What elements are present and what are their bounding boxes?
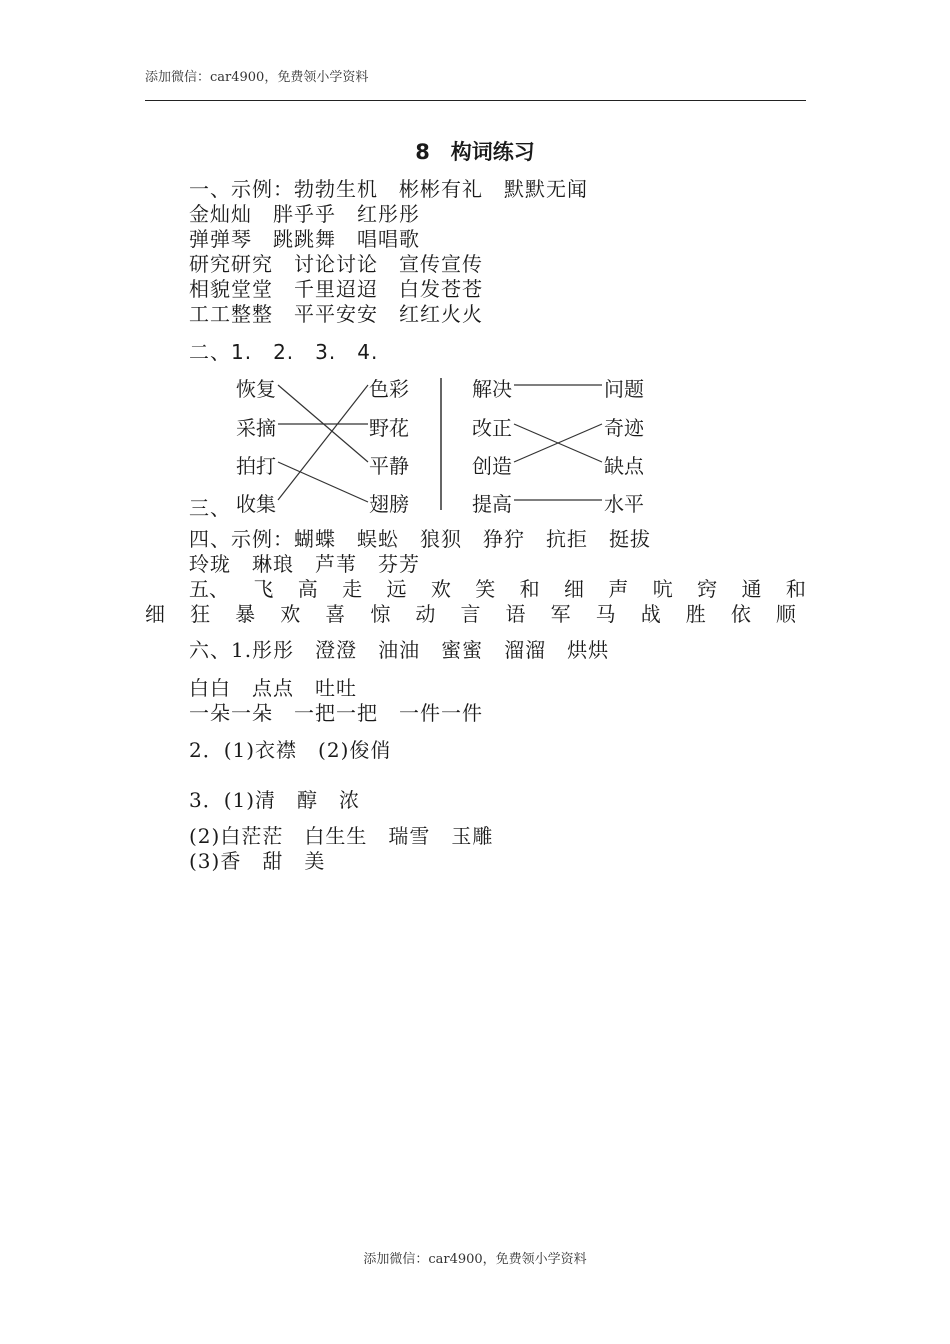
- sec5-char: 语: [505, 602, 526, 626]
- sec5-char: 狂: [190, 602, 211, 626]
- sec5-char: 马: [595, 602, 616, 626]
- sec1-line-6: 工工整整 平平安安 红红火火: [189, 302, 483, 326]
- sec6-line-1: [189, 634, 609, 663]
- link-chuangzao-qiji: [514, 424, 602, 462]
- sec5-char: 笑: [475, 577, 496, 601]
- sec5-char: 声: [608, 577, 629, 601]
- header-note: 添加微信：car4900，免费领小学资料: [145, 70, 369, 85]
- sec5-char: 和: [519, 577, 540, 601]
- sec5-char: 欢: [430, 577, 451, 601]
- sec5-char: 胜: [685, 602, 706, 626]
- sec6-line-3: 一朵一朵 一把一把 一件一件: [189, 701, 483, 725]
- link-paida-chibang: [278, 462, 368, 502]
- sec5-char: 细: [564, 577, 584, 601]
- link-gaizheng-quedian: [514, 424, 602, 462]
- sec1-line-3: 弹弹琴 跳跳舞 唱唱歌: [189, 227, 420, 251]
- sec6-line-2: 白白 点点 吐吐: [189, 676, 357, 700]
- sec6-label: 六、: [189, 638, 231, 662]
- match-right-a-3: 提高: [472, 492, 512, 516]
- sec4-line-2: 玲珑 琳琅 芦苇 芬芳: [189, 552, 420, 576]
- sec6-line-5: 3．(1)清 醇 浓: [189, 788, 361, 812]
- sec5-char: 吭: [652, 577, 673, 601]
- sec5-char: 飞: [253, 577, 274, 601]
- sec5-char: 和: [785, 577, 806, 601]
- sec2-line: [189, 336, 378, 365]
- match-left-b-1: 野花: [369, 416, 409, 440]
- sec5-char: 动: [415, 602, 436, 626]
- match-right-b-0: 问题: [604, 377, 644, 401]
- match-left-a-0: 恢复: [236, 377, 276, 401]
- sec2-numbers: 1. 2. 3. 4.: [231, 340, 379, 364]
- sec5-char: 走: [342, 577, 363, 601]
- sec5-row-2: [145, 598, 796, 627]
- match-left-a-2: 拍打: [236, 454, 276, 478]
- header-divider: [145, 100, 806, 101]
- sec1-line-2: 金灿灿 胖乎乎 红彤彤: [189, 202, 420, 226]
- sec4-label: 四、: [189, 527, 231, 551]
- sec5-char: 战: [640, 602, 661, 626]
- footer-note: 添加微信：car4900，免费领小学资料: [363, 1252, 587, 1267]
- sec6-line-6: (2)白茫茫 白生生 瑞雪 玉雕: [189, 824, 494, 848]
- match-right-b-1: 奇迹: [604, 416, 644, 440]
- sec1-line-5: 相貌堂堂 千里迢迢 白发苍苍: [189, 277, 483, 301]
- sec5-char: 通: [741, 577, 762, 601]
- sec5-char: 暴: [235, 602, 256, 626]
- sec5-char: 言: [460, 602, 481, 626]
- sec5-char: 细: [145, 602, 165, 626]
- sec5-char: 欢: [280, 602, 301, 626]
- page-title: 8 构词练习: [415, 140, 535, 164]
- link-shouji-secai: [278, 385, 368, 500]
- sec6-line-7: (3)香 甜 美: [189, 849, 326, 873]
- match-left-a-3: 收集: [236, 492, 276, 516]
- sec5-char: 顺: [775, 602, 796, 626]
- link-huifu-pingjing: [278, 385, 368, 462]
- sec1-example: 示例：勃勃生机 彬彬有礼 默默无闻: [231, 177, 588, 201]
- sec6-q1: 1.彤彤 澄澄 油油 蜜蜜 溜溜 烘烘: [231, 638, 610, 662]
- match-right-b-2: 缺点: [604, 454, 644, 478]
- match-right-b-3: 水平: [604, 492, 644, 516]
- match-right-a-1: 改正: [472, 416, 512, 440]
- match-left-a-1: 采摘: [236, 416, 276, 440]
- sec5-char: 喜: [325, 602, 346, 626]
- sec5-label: 五、: [189, 577, 229, 601]
- sec2-label: 二、: [189, 340, 231, 364]
- sec6-line-4: 2．(1)衣襟 (2)俊俏: [189, 738, 392, 762]
- match-right-a-0: 解决: [472, 377, 512, 401]
- sec5-char: 窍: [697, 577, 718, 601]
- sec5-char: 军: [550, 602, 571, 626]
- sec5-char: 依: [730, 602, 751, 626]
- sec1-label: 一、: [189, 177, 231, 201]
- sec3-label: 三、: [189, 496, 231, 520]
- sec5-char: 远: [386, 577, 407, 601]
- sec5-char: 惊: [370, 602, 391, 626]
- match-left-b-2: 平静: [369, 454, 409, 478]
- sec5-char: 高: [297, 577, 318, 601]
- match-right-a-2: 创造: [472, 454, 512, 478]
- sec4-example: 示例：蝴蝶 蜈蚣 狼狈 狰狞 抗拒 挺拔: [231, 527, 651, 551]
- match-left-b-3: 翅膀: [369, 492, 409, 516]
- match-left-b-0: 色彩: [369, 377, 409, 401]
- sec1-line-4: 研究研究 讨论讨论 宣传宣传: [189, 252, 483, 276]
